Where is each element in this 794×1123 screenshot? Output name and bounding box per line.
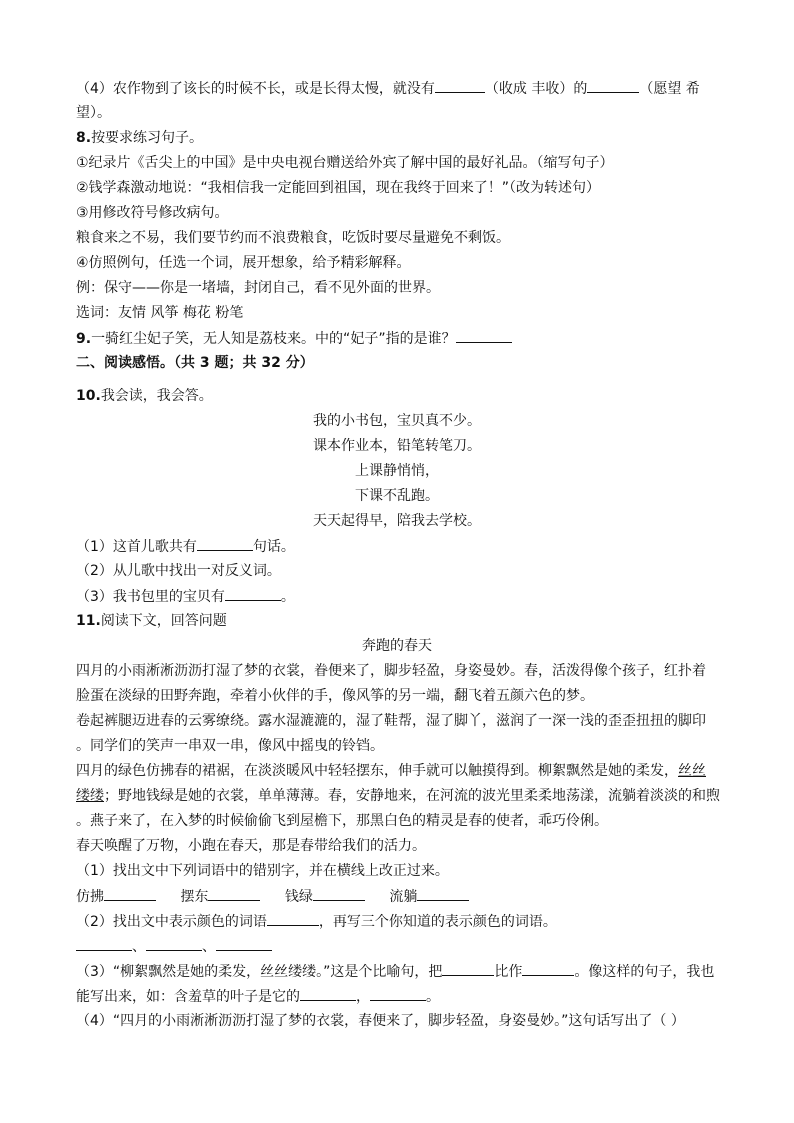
poem-line-2: 课本作业本，铅笔转笔刀。 bbox=[313, 438, 481, 454]
answer-blank[interactable] bbox=[216, 936, 272, 951]
q11-sub1: （1）找出文中下列词语中的错别字，并在横线上改正过来。 bbox=[76, 863, 449, 879]
answer-blank[interactable] bbox=[197, 536, 253, 551]
q10-sub2: （2）从儿歌中找出一对反义词。 bbox=[76, 563, 281, 579]
poem-line-4: 下课不乱跑。 bbox=[355, 488, 439, 504]
q8-item3-sentence: 粮食来之不易，我们要节约而不浪费粮食，吃饭时要尽量避免不剩饭。 bbox=[76, 230, 510, 246]
passage-p3-line3: 。燕子来了，在入梦的时候偷偷飞到屋檐下，那黑白色的精灵是春的使者，乖巧伶俐。 bbox=[76, 813, 608, 829]
answer-blank[interactable] bbox=[146, 936, 202, 951]
q10-sub3: （3）我书包里的宝贝有 。 bbox=[76, 586, 295, 607]
answer-blank[interactable] bbox=[370, 986, 426, 1001]
q8-item4: ④仿照例句，任选一个词，展开想象，给予精彩解释。 bbox=[76, 255, 411, 271]
passage-p4: 春天唤醒了万物，小跑在春天，那是春带给我们的活力。 bbox=[76, 838, 426, 854]
answer-blank[interactable] bbox=[225, 586, 281, 601]
q7-4-line1: （4）农作物到了该长的时候不长，或是长得太慢，就没有 （收成 丰收）的 （愿望 希 bbox=[76, 78, 700, 99]
answer-blank[interactable] bbox=[300, 986, 356, 1001]
q10-sub1: （1）这首儿歌共有 句话。 bbox=[76, 536, 295, 557]
answer-blank[interactable] bbox=[417, 886, 469, 901]
passage-p1-line1: 四月的小雨淅淅沥沥打湿了梦的衣裳，眷便来了，脚步轻盈，身姿曼妙。春，活泼得像个孩子，红扑着 bbox=[76, 663, 706, 679]
q8-title: 8.按要求练习句子。 bbox=[76, 130, 204, 146]
answer-blank[interactable] bbox=[313, 886, 365, 901]
q11-sub3-line1: （3）“柳絮飘然是她的柔发，丝丝缕缕。”这是个比喻句，把 比作 。像这样的句子，我也 bbox=[76, 961, 714, 982]
passage-p3-line1: 四月的绿色仿拂春的裙裾，在淡淡暖风中轻轻摆东，伸手就可以触摸得到。柳絮飘然是她的柔发，丝丝 bbox=[76, 763, 706, 779]
q8-item3: ③用修改符号修改病句。 bbox=[76, 205, 229, 221]
answer-blank[interactable] bbox=[587, 78, 639, 93]
answer-blank[interactable] bbox=[435, 78, 485, 93]
q11-sub3-line2: 能写出来，如：含羞草的叶子是它的 ， 。 bbox=[76, 986, 440, 1007]
q11-sub2: （2）找出文中表示颜色的词语 ，再写三个你知道的表示颜色的词语。 bbox=[76, 911, 557, 932]
poem-line-3: 上课静悄悄， bbox=[355, 463, 439, 479]
answer-blank[interactable] bbox=[522, 961, 574, 976]
q8-item1: ①纪录片《舌尖上的中国》是中央电视台赠送给外宾了解中国的最好礼品。（缩写句子） bbox=[76, 155, 614, 171]
q7-4-line2: 望）。 bbox=[76, 105, 111, 121]
answer-blank[interactable] bbox=[76, 936, 132, 951]
passage-p2-line1: 卷起裤腿迈进春的云雾缭绕。露水湿漉漉的，湿了鞋帮，湿了脚丫，滋润了一深一浅的歪歪扭扭的脚印 bbox=[76, 713, 706, 729]
q11-sub4: （4）“四月的小雨淅淅沥沥打湿了梦的衣裳，春便来了，脚步轻盈，身姿曼妙。”这句话写出了（ ） bbox=[76, 1013, 685, 1029]
answer-blank[interactable] bbox=[456, 328, 512, 343]
passage-p1-line2: 脸蛋在淡绿的田野奔跑，牵着小伙伴的手，像风筝的另一端，翻飞着五颜六色的梦。 bbox=[76, 688, 594, 704]
q8-item2: ②钱学森激动地说：“我相信我一定能回到祖国，现在我终于回来了！”（改为转述句） bbox=[76, 180, 601, 196]
section-2-heading: 二、阅读感悟。（共 3 题；共 32 分） bbox=[76, 355, 314, 371]
poem-line-5: 天天起得早，陪我去学校。 bbox=[313, 513, 481, 529]
q11-title: 11.阅读下文，回答问题 bbox=[76, 613, 227, 629]
answer-blank[interactable] bbox=[104, 886, 156, 901]
poem-line-1: 我的小书包，宝贝真不少。 bbox=[313, 413, 481, 429]
answer-blank[interactable] bbox=[442, 961, 494, 976]
answer-blank[interactable] bbox=[267, 911, 319, 926]
q8-word-choices: 选词：友情 风筝 梅花 粉笔 bbox=[76, 305, 244, 321]
passage-p2-line2: 。同学们的笑声一串双一串，像风中摇曳的铃铛。 bbox=[76, 738, 384, 754]
answer-blank[interactable] bbox=[208, 886, 260, 901]
q11-sub1-words: 仿拂 摆东 钱绿 流躺 bbox=[76, 886, 469, 907]
q11-sub2-blanks: 、 、 bbox=[76, 936, 272, 957]
passage-title: 奔跑的春天 bbox=[362, 638, 432, 654]
q10-title: 10.我会读，我会答。 bbox=[76, 388, 213, 404]
q8-example: 例：保守——你是一堵墙，封闭自己，看不见外面的世界。 bbox=[76, 280, 440, 296]
passage-p3-line2: 缕缕；野地钱绿是她的衣裳，单单薄薄。春，安静地来，在河流的波光里柔柔地荡漾，流躺着淡淡的和煦 bbox=[76, 788, 720, 804]
q9: 9.一骑红尘妃子笑，无人知是荔枝来。中的“妃子”指的是谁？ bbox=[76, 328, 512, 349]
